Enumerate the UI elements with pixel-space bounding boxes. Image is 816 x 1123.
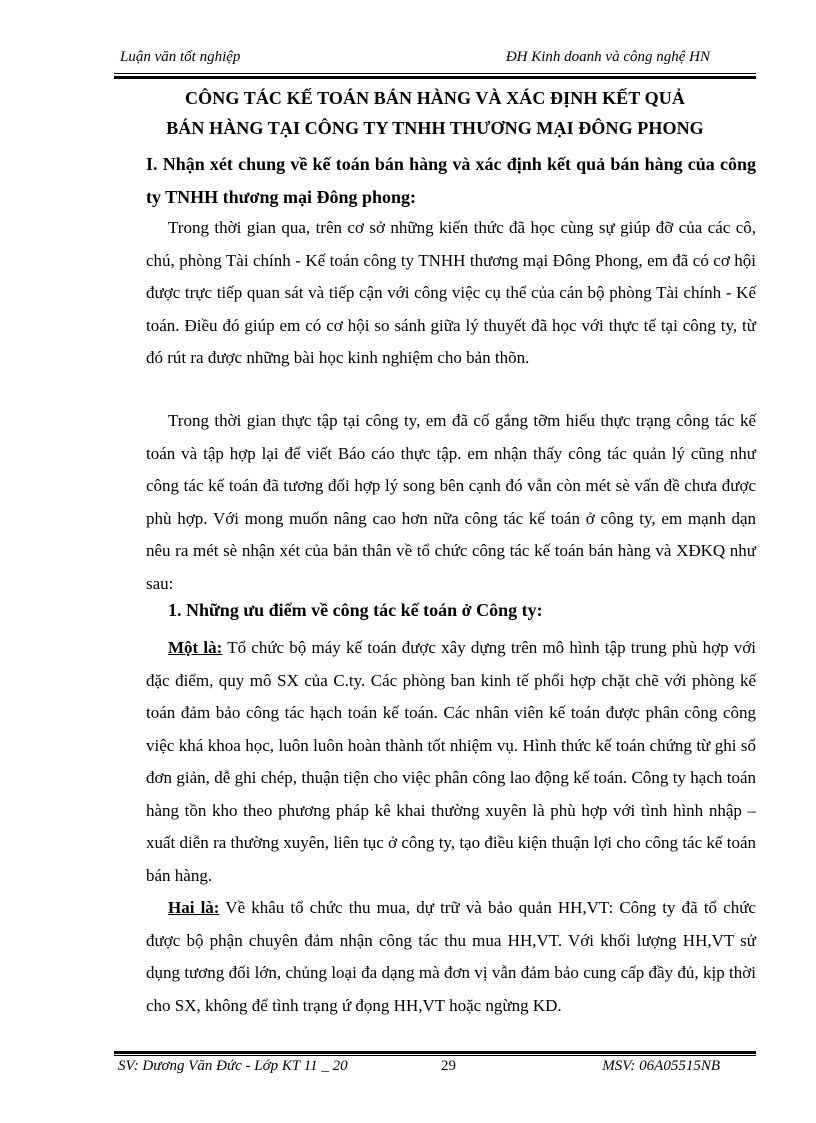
paragraph-2: Trong thời gian thực tập tại công ty, em đã cố gắng tỡm hiểu thực trạng công tác kế toán và tập hợp lại để viết Báo cáo thực tập. em nhận thấy công tác quản lý cũng như công tác kế toán đã tương đối hợp lý song bên cạnh đó vẫn còn mét sè vấn đề chưa được phù hợp. Với mong muốn nâng cao hơn nữa công tác kế toán ở công ty, em mạnh dạn nêu ra mét sè nhận xét của bản thân về tổ chức công tác kế toán bán hàng và XĐKQ như sau:	[146, 411, 756, 593]
point-one-lead: Một là:	[168, 638, 223, 657]
page-footer	[114, 1056, 756, 1080]
header-rule-thick	[114, 76, 756, 79]
section-heading: I. Nhận xét chung về kế toán bán hàng và xác định kết quả bán hàng của công ty TNHH thương mại Đông phong:	[146, 154, 756, 207]
document-title-line-1: CÔNG TÁC KẾ TOÁN BÁN HÀNG VÀ XÁC ĐỊNH KẾT QUẢ	[185, 88, 685, 108]
document-title-line-2: BÁN HÀNG TẠI CÔNG TY TNHH THƯƠNG MẠI ĐÔNG PHONG	[166, 118, 704, 138]
point-one-text: Tổ chức bộ máy kế toán được xây dựng trên mô hình tập trung phù hợp với đặc điểm, quy mô SX của C.ty. Các phòng ban kinh tế phối hợp chặt chẽ với phòng kế toán đảm bảo công tác hạch toán kế toán. Các nhân viên kế toán được phân công công việc khá khoa học, luôn luôn hoàn thành tốt nhiệm vụ. Hình thức kế toán chứng từ ghi sổ đơn giản, dễ ghi chép, thuận tiện cho việc phân công lao động kế toán. Công ty hạch toán hàng tồn kho theo phương pháp kê khai thường xuyên là phù hợp với tình hình nhập – xuất diễn ra thường xuyên, liên tục ở công ty, tạo điều kiện thuận lợi cho công tác kế toán bán hàng.	[146, 638, 756, 885]
subheading-advantages: 1. Những ưu điểm về công tác kế toán ở Công ty:	[168, 600, 543, 620]
footer-rule-thick	[114, 1051, 756, 1054]
paragraph-point-two	[146, 892, 756, 1022]
footer-student-id: MSV: 06A05515NB	[602, 1058, 720, 1074]
paragraph-1: Trong thời gian qua, trên cơ sở những kiến thức đã học cùng sự giúp đỡ của các cô, chú, phòng Tài chính - Kế toán công ty TNHH thương mại Đông Phong, em đã có cơ hội được trực tiếp quan sát và tiếp cận với công việc cụ thể của cán bộ phòng Tài chính - Kế toán. Điều đó giúp em có cơ hội so sánh giữa lý thuyết đã học với thực tế tại công ty, từ đó rút ra được những bài học kinh nghiệm cho bản thõn.	[146, 218, 756, 367]
page-header	[114, 45, 756, 75]
point-two-lead: Hai là:	[168, 898, 220, 917]
footer-student-info: SV: Dương Văn Đức - Lớp KT 11 _ 20	[118, 1058, 348, 1074]
page-number: 29	[441, 1058, 456, 1074]
header-rule-thin	[114, 73, 756, 74]
header-left-text: Luận văn tốt nghiệp	[120, 49, 241, 65]
header-right-text: ĐH Kinh doanh và công nghệ HN	[505, 49, 710, 65]
paragraph-point-one	[146, 632, 756, 892]
point-two-text: Về khâu tổ chức thu mua, dự trữ và bảo quản HH,VT: Công ty đã tổ chức được bộ phận chuyên đảm nhận công tác thu mua HH,VT. Với khối lượng HH,VT sử dụng tương đối lớn, chủng loại đa dạng mà đơn vị vẫn đảm bảo cung cấp đầy đủ, kịp thời cho SX, không để tình trạng ứ đọng HH,VT hoặc ngừng KD.	[146, 898, 756, 1015]
